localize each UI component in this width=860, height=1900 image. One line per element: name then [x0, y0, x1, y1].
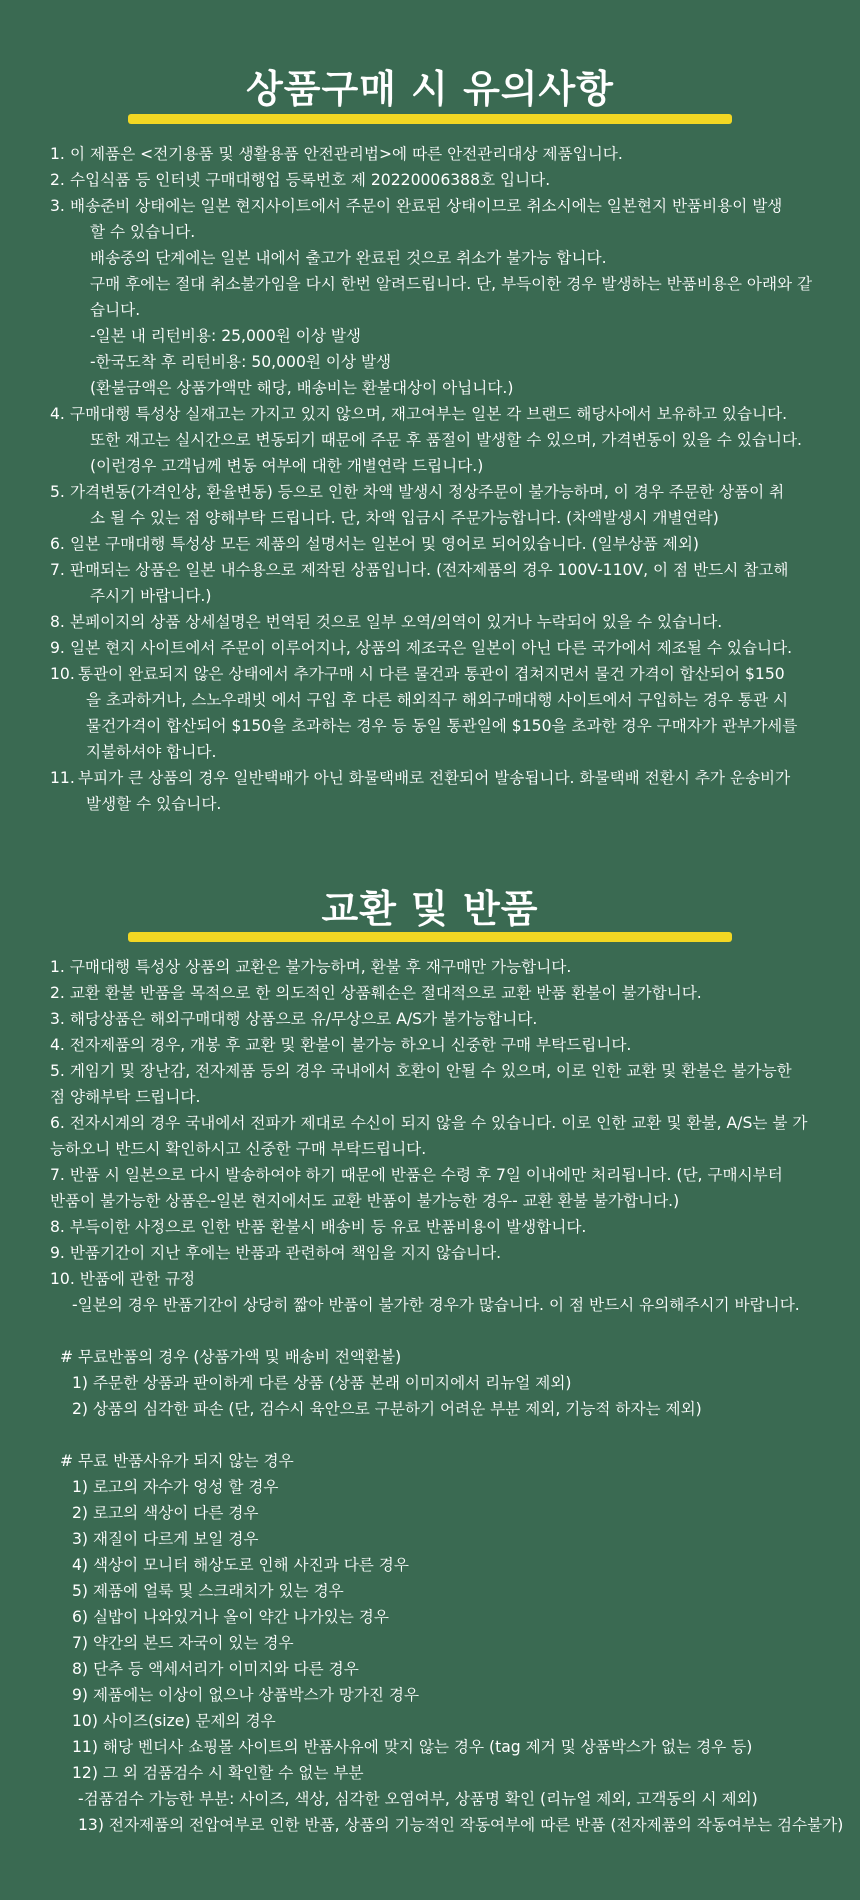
precaution-item [50, 167, 830, 193]
item-number: 6. [50, 535, 65, 553]
list-item: 1) 주문한 상품과 판이하게 다른 상품 (상품 본래 이미지에서 리뉴얼 제외) [72, 1374, 572, 1392]
precaution-item [50, 479, 830, 531]
item-number: 10. [50, 665, 75, 683]
exchange-line: 2. 교환 환불 반품을 목적으로 한 의도적인 상품훼손은 절대적으로 교환 반품 환불이 불가합니다. [50, 984, 702, 1002]
item-text-line: (환불금액은 상품가액만 해당, 배송비는 환불대상이 아닙니다.) [90, 379, 514, 397]
item-text-line: 이 제품은 <전기용품 및 생활용품 안전관리법>에 따른 안전관리대상 제품입니다. [70, 145, 623, 163]
title-underline-bar [128, 114, 732, 124]
item-number: 7. [50, 561, 65, 579]
precaution-item [50, 661, 830, 765]
item-number: 2. [50, 171, 65, 189]
item-text-line: -한국도착 후 리턴비용: 50,000원 이상 발생 [90, 353, 392, 371]
rule-note: -일본의 경우 반품기간이 상당히 짧아 반품이 불가한 경우가 많습니다. 이 점 반드시 유의해주시기 바랍니다. [72, 1296, 800, 1314]
list-item: 2) 상품의 심각한 파손 (단, 검수시 육안으로 구분하기 어려운 부분 제외, 기능적 하자는 제외) [72, 1400, 702, 1418]
list-item: 2) 로고의 색상이 다른 경우 [72, 1504, 259, 1522]
item-text-line: 부피가 큰 상품의 경우 일반택배가 아닌 화물택배로 전환되어 발송됩니다. 화물택배 전환시 추가 운송비가 [78, 769, 791, 787]
item-text-line: 배송준비 상태에는 일본 현지사이트에서 주문이 완료된 상태이므로 취소시에는 일본현지 반품비용이 발생 [70, 197, 783, 215]
item-text-line: 본페이지의 상품 상세설명은 번역된 것으로 일부 오역/의역이 있거나 누락되어 있을 수 있습니다. [70, 613, 723, 631]
item-number: 8. [50, 613, 65, 631]
item-text-line: 가격변동(가격인상, 환율변동) 등으로 인한 차액 발생시 정상주문이 불가능하며, 이 경우 주문한 상품이 취 [70, 483, 785, 501]
item-text-line: 수입식품 등 인터넷 구매대행업 등록번호 제 20220006388호 입니다. [70, 171, 551, 189]
list-item: 6) 실밥이 나와있거나 올이 약간 나가있는 경우 [72, 1608, 389, 1626]
precaution-item [50, 765, 830, 817]
item-text-line: 판매되는 상품은 일본 내수용으로 제작된 상품입니다. (전자제품의 경우 100V-110V, 이 점 반드시 참고해 [70, 561, 789, 579]
list-item: 12) 그 외 검품검수 시 확인할 수 없는 부분 [72, 1764, 364, 1782]
list-item: 1) 로고의 자수가 엉성 할 경우 [72, 1478, 279, 1496]
precautions-list [50, 141, 830, 817]
precaution-item [50, 609, 830, 635]
item-text-line: 통관이 완료되지 않은 상태에서 추가구매 시 다른 물건과 통관이 겹쳐지면서 물건 가격이 합산되어 $150 [78, 665, 785, 683]
list-item: 5) 제품에 얼룩 및 스크래치가 있는 경우 [72, 1582, 344, 1600]
free-return-heading: # 무료반품의 경우 (상품가액 및 배송비 전액환불) [60, 1348, 402, 1366]
exchange-line: 1. 구매대행 특성상 상품의 교환은 불가능하며, 환불 후 재구매만 가능합니다. [50, 958, 572, 976]
exchange-line: 10. 반품에 관한 규정 [50, 1270, 196, 1288]
item-text-line: 을 초과하거나, 스노우래빗 에서 구입 후 다른 해외직구 해외구매대행 사이트에서 구입하는 경우 통관 시 [86, 691, 789, 709]
list-item: 9) 제품에는 이상이 없으나 상품박스가 망가진 경우 [72, 1686, 420, 1704]
exchange-line: 6. 전자시계의 경우 국내에서 전파가 제대로 수신이 되지 않을 수 있습니다. 이로 인한 교환 및 환불, A/S는 불 가 [50, 1114, 808, 1132]
precaution-item [50, 141, 830, 167]
item-text-line: 배송중의 단계에는 일본 내에서 출고가 완료된 것으로 취소가 불가능 합니다. [90, 249, 607, 267]
item-text-line: 또한 재고는 실시간으로 변동되기 때문에 주문 후 품절이 발생할 수 있으며, 가격변동이 있을 수 있습니다. [90, 431, 802, 449]
title-underline-bar-2 [128, 932, 732, 942]
exchange-line: 점 양해부탁 드립니다. [50, 1088, 201, 1106]
item-number: 1. [50, 145, 65, 163]
section-title-precautions: 상품구매 시 유의사항 [246, 67, 614, 111]
exchange-line: 4. 전자제품의 경우, 개봉 후 교환 및 환불이 불가능 하오니 신중한 구매 부탁드립니다. [50, 1036, 632, 1054]
precaution-item [50, 531, 830, 557]
exchange-line: 능하오니 반드시 확인하시고 신중한 구매 부탁드립니다. [50, 1140, 427, 1158]
item-text-line: 할 수 있습니다. [90, 223, 196, 241]
item-text-line: 지불하셔야 합니다. [86, 743, 217, 761]
exchange-line: 7. 반품 시 일본으로 다시 발송하여야 하기 때문에 반품은 수령 후 7일 이내에만 처리됩니다. (단, 구매시부터 [50, 1166, 783, 1184]
item-text-line: 주시기 바랍니다.) [90, 587, 212, 605]
list-item: 4) 색상이 모니터 해상도로 인해 사진과 다른 경우 [72, 1556, 409, 1574]
item-text-line: 습니다. [90, 301, 141, 319]
list-item: 3) 재질이 다르게 보일 경우 [72, 1530, 259, 1548]
exchange-line: 9. 반품기간이 지난 후에는 반품과 관련하여 책임을 지지 않습니다. [50, 1244, 502, 1262]
precaution-item [50, 635, 830, 661]
item-number: 3. [50, 197, 65, 215]
list-item: 8) 단추 등 액세서리가 이미지와 다른 경우 [72, 1660, 359, 1678]
item-text-line: 일본 현지 사이트에서 주문이 이루어지나, 상품의 제조국은 일본이 아닌 다른 국가에서 제조될 수 있습니다. [70, 639, 793, 657]
list-item: 10) 사이즈(size) 문제의 경우 [72, 1712, 276, 1730]
list-item: 7) 약간의 본드 자국이 있는 경우 [72, 1634, 294, 1652]
section-title-exchange-return: 교환 및 반품 [321, 887, 539, 931]
item-text-line: 소 될 수 있는 점 양해부탁 드립니다. 단, 차액 입금시 주문가능합니다. (차액발생시 개별연락) [90, 509, 719, 527]
item-number: 4. [50, 405, 65, 423]
inspection-sub-note: -검품검수 가능한 부분: 사이즈, 색상, 심각한 오염여부, 상품명 확인 (리뉴얼 제외, 고객동의 시 제외) [78, 1790, 758, 1808]
exchange-line: 5. 게임기 및 장난감, 전자제품 등의 경우 국내에서 호환이 안될 수 있으며, 이로 인한 교환 및 환불은 불가능한 [50, 1062, 792, 1080]
no-free-return-heading: # 무료 반품사유가 되지 않는 경우 [60, 1452, 294, 1470]
item-text-line: (이런경우 고객님께 변동 여부에 대한 개별연락 드립니다.) [90, 457, 484, 475]
precaution-item [50, 401, 830, 479]
item-text-line: 일본 구매대행 특성상 모든 제품의 설명서는 일본어 및 영어로 되어있습니다. (일부상품 제외) [70, 535, 700, 553]
exchange-line: 8. 부득이한 사정으로 인한 반품 환불시 배송비 등 유료 반품비용이 발생합니다. [50, 1218, 587, 1236]
precaution-item [50, 557, 830, 609]
exchange-line: 반품이 불가능한 상품은-일본 현지에서도 교환 반품이 불가능한 경우- 교환 환불 불가합니다.) [50, 1192, 680, 1210]
item-text-line: 발생할 수 있습니다. [86, 795, 222, 813]
item-number: 5. [50, 483, 65, 501]
list-item: 13) 전자제품의 전압여부로 인한 반품, 상품의 기능적인 작동여부에 따른 반품 (전자제품의 작동여부는 검수불가) [78, 1816, 844, 1834]
exchange-line: 3. 해당상품은 해외구매대행 상품으로 유/무상으로 A/S가 불가능합니다. [50, 1010, 538, 1028]
exchange-return-list [50, 954, 844, 1838]
item-text-line: 물건가격이 합산되어 $150을 초과하는 경우 등 동일 통관일에 $150을 초과한 경우 구매자가 관부가세를 [86, 717, 798, 735]
item-text-line: 구매 후에는 절대 취소불가임을 다시 한번 알려드립니다. 단, 부득이한 경우 발생하는 반품비용은 아래와 같 [90, 275, 813, 293]
precaution-item [50, 193, 830, 401]
list-item: 11) 해당 벤더사 쇼핑몰 사이트의 반품사유에 맞지 않는 경우 (tag 제거 및 상품박스가 없는 경우 등) [72, 1738, 753, 1756]
item-text-line: 구매대행 특성상 실재고는 가지고 있지 않으며, 재고여부는 일본 각 브랜드 해당사에서 보유하고 있습니다. [70, 405, 788, 423]
item-number: 11. [50, 769, 75, 787]
item-text-line: -일본 내 리턴비용: 25,000원 이상 발생 [90, 327, 361, 345]
item-number: 9. [50, 639, 65, 657]
